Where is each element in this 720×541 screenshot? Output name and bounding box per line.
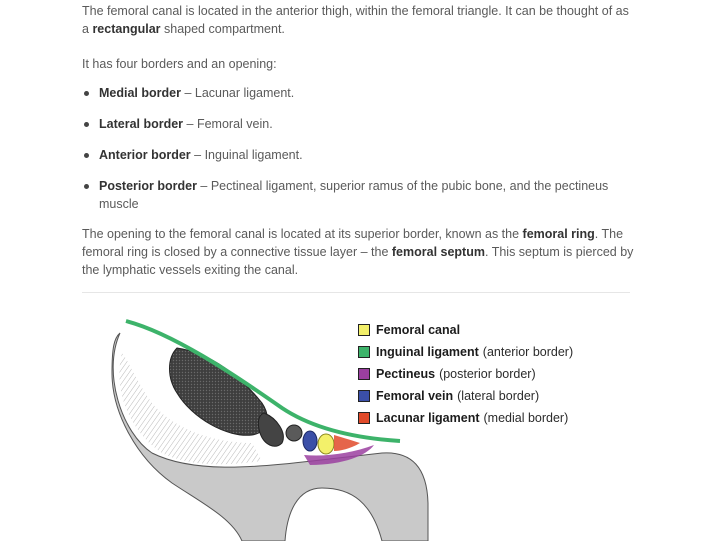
bullet-icon xyxy=(84,184,89,189)
list-item xyxy=(82,177,634,213)
border-desc: – Lacunar ligament. xyxy=(180,86,295,100)
legend-label: Femoral canal xyxy=(376,323,461,337)
legend-swatch xyxy=(358,324,370,336)
femoral-ring-term: femoral ring xyxy=(522,227,595,241)
border-term: Anterior border xyxy=(99,148,191,162)
legend-swatch xyxy=(358,346,370,358)
legend-label: Femoral vein xyxy=(376,389,454,403)
opening-text: . This septum is pierced by the lymphatic vessels exiting the canal. xyxy=(82,245,634,277)
opening-text: The opening to the femoral canal is located at its superior border, known as the xyxy=(82,227,523,241)
intro-text: The femoral canal is located in the anterior thigh, within the femoral triangle. It can be thought of as a xyxy=(82,4,629,36)
figure-legend xyxy=(358,319,573,429)
border-term: Medial border xyxy=(99,86,181,100)
femoral-vein xyxy=(303,431,317,451)
iliopsoas-muscle xyxy=(170,348,268,435)
legend-swatch xyxy=(358,390,370,402)
legend-note: (posterior border) xyxy=(439,367,536,381)
legend-item-femoral-canal xyxy=(358,319,573,341)
legend-swatch xyxy=(358,368,370,380)
border-term: Lateral border xyxy=(99,117,184,131)
list-item xyxy=(82,146,634,164)
vessel-group xyxy=(258,413,283,446)
intro-emphasis: rectangular xyxy=(92,22,161,36)
femoral-septum-term: femoral septum xyxy=(391,245,485,259)
opening-paragraph xyxy=(82,225,634,279)
intro-text-end: shaped compartment. xyxy=(160,22,285,36)
legend-label: Inguinal ligament xyxy=(376,345,479,359)
list-item xyxy=(82,84,634,102)
legend-item-lacunar-ligament xyxy=(358,407,573,429)
anatomy-figure xyxy=(82,292,630,541)
border-desc: – Femoral vein. xyxy=(183,117,273,131)
intro-paragraph xyxy=(82,2,634,38)
border-desc: – Inguinal ligament. xyxy=(190,148,303,162)
list-item xyxy=(82,115,634,133)
legend-item-femoral-vein xyxy=(358,385,573,407)
legend-label: Lacunar ligament xyxy=(376,411,480,425)
legend-item-inguinal-ligament xyxy=(358,341,573,363)
femoral-artery xyxy=(286,425,302,441)
border-desc: – Pectineal ligament, superior ramus of the pubic bone, and the pectineus muscle xyxy=(99,179,609,211)
legend-label: Pectineus xyxy=(376,367,436,381)
opening-text: . The femoral ring is closed by a connective tissue layer – the xyxy=(82,227,624,259)
borders-list xyxy=(82,84,634,226)
legend-note: (anterior border) xyxy=(482,345,574,359)
legend-note: (medial border) xyxy=(483,411,569,425)
femoral-canal xyxy=(318,434,334,454)
borders-intro: It has four borders and an opening: xyxy=(82,57,277,71)
legend-swatch xyxy=(358,412,370,424)
legend-item-pectineus xyxy=(358,363,573,385)
border-term: Posterior border xyxy=(99,179,197,193)
bullet-icon xyxy=(84,91,89,96)
bullet-icon xyxy=(84,122,89,127)
legend-note: (lateral border) xyxy=(457,389,540,403)
bullet-icon xyxy=(84,153,89,158)
